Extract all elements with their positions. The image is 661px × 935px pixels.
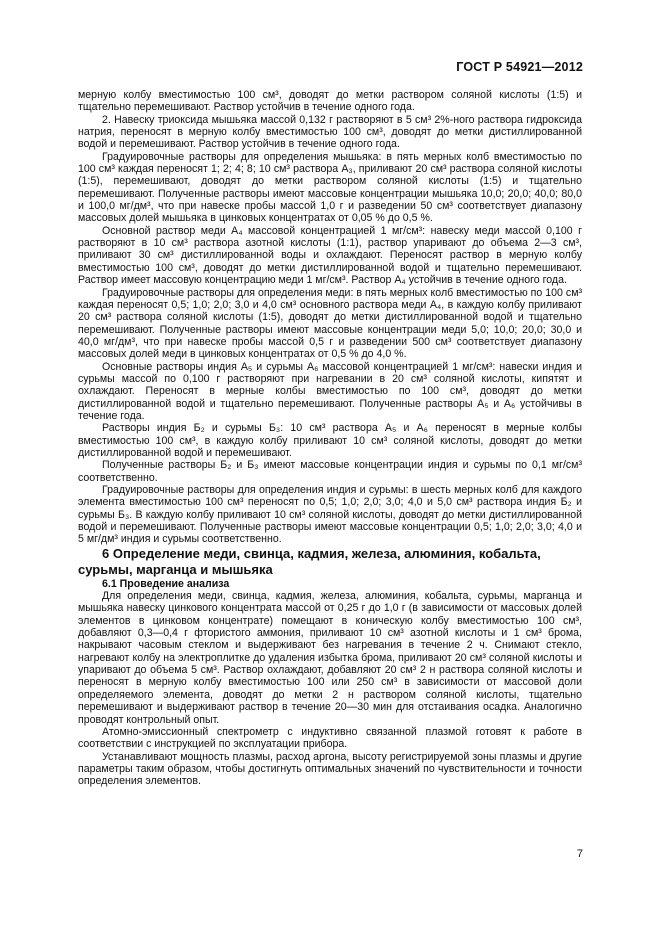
section-heading: 6 Определение меди, свинца, кадмия, железа, алюминия, кобальта, сурьмы, марганца и мышьяка (78, 545, 541, 577)
paragraph: Основные растворы индия А₅ и сурьмы А₆ массовой концентрацией 1 мг/см³: навески индия и сурьмы массой по 0,100 г растворяют при нагревании в 20 см³ соляной кислоты, кипятят и охлаждают. Переносят в мерные колбы вместимостью по 100 см³, доводят до метки дистиллированной водой и тщательно перемешивают. Полученные растворы А₅ и А₆ устойчивы в течение года. (78, 360, 582, 422)
paragraph: Полученные растворы Б₂ и Б₃ имеют массовые концентрации индия и сурьмы по 0,1 мг/см³ соответственно. (78, 459, 582, 484)
paragraph: Градуировочные растворы для определения индия и сурьмы: в шесть мерных колб для каждого элемента вместимостью 100 см³ переносят по 0,5; 1,0; 2,0; 3,0; 4,0 и 5,0 см³ раствора индия Б₂ и сурьмы Б₃. В каждую колбу приливают 10 см³ соляной кислоты, доводят до метки дистиллированной водой и перемешивают. Полученные растворы имеют массовые концентрации 0,5; 1,0; 2,0; 3,0; 4,0 и 5 мг/дм³ индия и сурьмы соответственно. (78, 484, 582, 546)
document-body (78, 89, 582, 788)
paragraph: Растворы индия Б₂ и сурьмы Б₃: 10 см³ раствора А₅ и А₆ переносят в мерные колбы вместимостью 100 см³, в каждую колбу приливают 10 см³ соляной кислоты, доводят до метки дистиллированной водой и перемешивают. (78, 422, 582, 459)
paragraph: Градуировочные растворы для определения меди: в пять мерных колб вместимостью по 100 см³ каждая переносят 0,5; 1,0; 2,0; 3,0 и 4,0 см³ основного раствора меди А₄, в каждую колбу приливают 20 см³ раствора соляной кислоты (1:5), доводят до метки дистиллированной водой и тщательно перемешивают. Полученные растворы имеют массовые концентрации меди 5,0; 10,0; 20,0; 30,0 и 40,0 мг/дм³, что при навеске пробы массой 0,5 г и разведении 500 см³ соответствует диапазону массовых долей меди в цинковых концентратах от 0,5 % до 4,0 %. (78, 286, 582, 361)
paragraph: Для определения меди, свинца, кадмия, железа, алюминия, кобальта, сурьмы, марганца и мышьяка навеску цинкового концентрата массой от 0,25 г до 1,0 г (в зависимости от массовых долей элементов в цинковом концентрате) помещают в коническую колбу вместимостью 100 см³, добавляют 0,3—0,4 г фтористого аммония, приливают 10 см³ азотной кислоты и 1 см³ брома, накрывают часовым стеклом и выдерживают без нагревания в течение 2 ч. Снимают стекло, нагревают колбу на электроплитке до удаления избытка брома, приливают 20 см³ соляной кислоты и упаривают до объема 5 см³. Раствор охлаждают, добавляют 20 см³ 2 н раствора соляной кислоты и переносят в мерную колбу вместимостью 100 или 250 см³ в зависимости от массовой доли определяемого элемента, доводят до метки 2 н раствором соляной кислоты, тщательно перемешивают и выдерживают раствор в течение 20—30 мин для отстаивания осадка. Аналогично проводят контрольный опыт. (78, 590, 582, 726)
paragraph: Атомно-эмиссионный спектрометр с индуктивно связанной плазмой готовят к работе в соответствии с инструкцией по эксплуатации прибора. (78, 725, 582, 751)
subsection-heading: 6.1 Проведение анализа (102, 577, 230, 590)
paragraph: мерную колбу вместимостью 100 см³, доводят до метки раствором соляной кислоты (1:5) и тщательно перемешивают. Раствор устойчив в течение одного года. (78, 89, 582, 114)
standard-number: ГОСТ Р 54921—2012 (456, 60, 583, 74)
page-number: 7 (576, 848, 583, 860)
paragraph: 2. Навеску триоксида мышьяка массой 0,132 г растворяют в 5 см³ 2%-ного раствора гидроксида натрия, переносят в мерную колбу вместимостью 100 см³, доводят до метки дистиллированной водой и перемешивают. Раствор устойчив в течение одного года. (78, 113, 582, 151)
paragraph: Градуировочные растворы для определения мышьяка: в пять мерных колб вместимостью по 100 см³ каждая переносят 1; 2; 4; 8; 10 см³ раствора А₃, приливают 20 см³ раствора соляной кислоты (1:5), перемешивают, доводят до метки раствором соляной кислоты (1:5) и тщательно перемешивают. Полученные растворы имеют массовые концентрации мышьяка 10,0; 20,0; 40,0; 80,0 и 100,0 мг/дм³, что при навеске пробы массой 1,0 г и разведении 50 см³ соответствует диапазону массовых долей мышьяка в цинковых концентратах от 0,05 % до 0,5 %. (78, 150, 582, 225)
paragraph: Основной раствор меди А₄ массовой концентрацией 1 мг/см³: навеску меди массой 0,100 г растворяют в 10 см³ раствора азотной кислоты (1:1), раствор упаривают до объема 2—3 см³, приливают 30 см³ дистиллированной воды и охлаждают. Переносят раствор в мерную колбу вместимостью 100 см³, доводят до метки дистиллированной водой и тщательно перемешивают. Раствор имеет массовую концентрацию меди 1 мг/см³. Раствор А₄ устойчив в течение одного года. (78, 224, 582, 287)
paragraph: Устанавливают мощность плазмы, расход аргона, высоту регистрируемой зоны плазмы и другие параметры таким образом, чтобы достигнуть оптимальных значений по чувствительности и точности определения элементов. (78, 750, 582, 788)
